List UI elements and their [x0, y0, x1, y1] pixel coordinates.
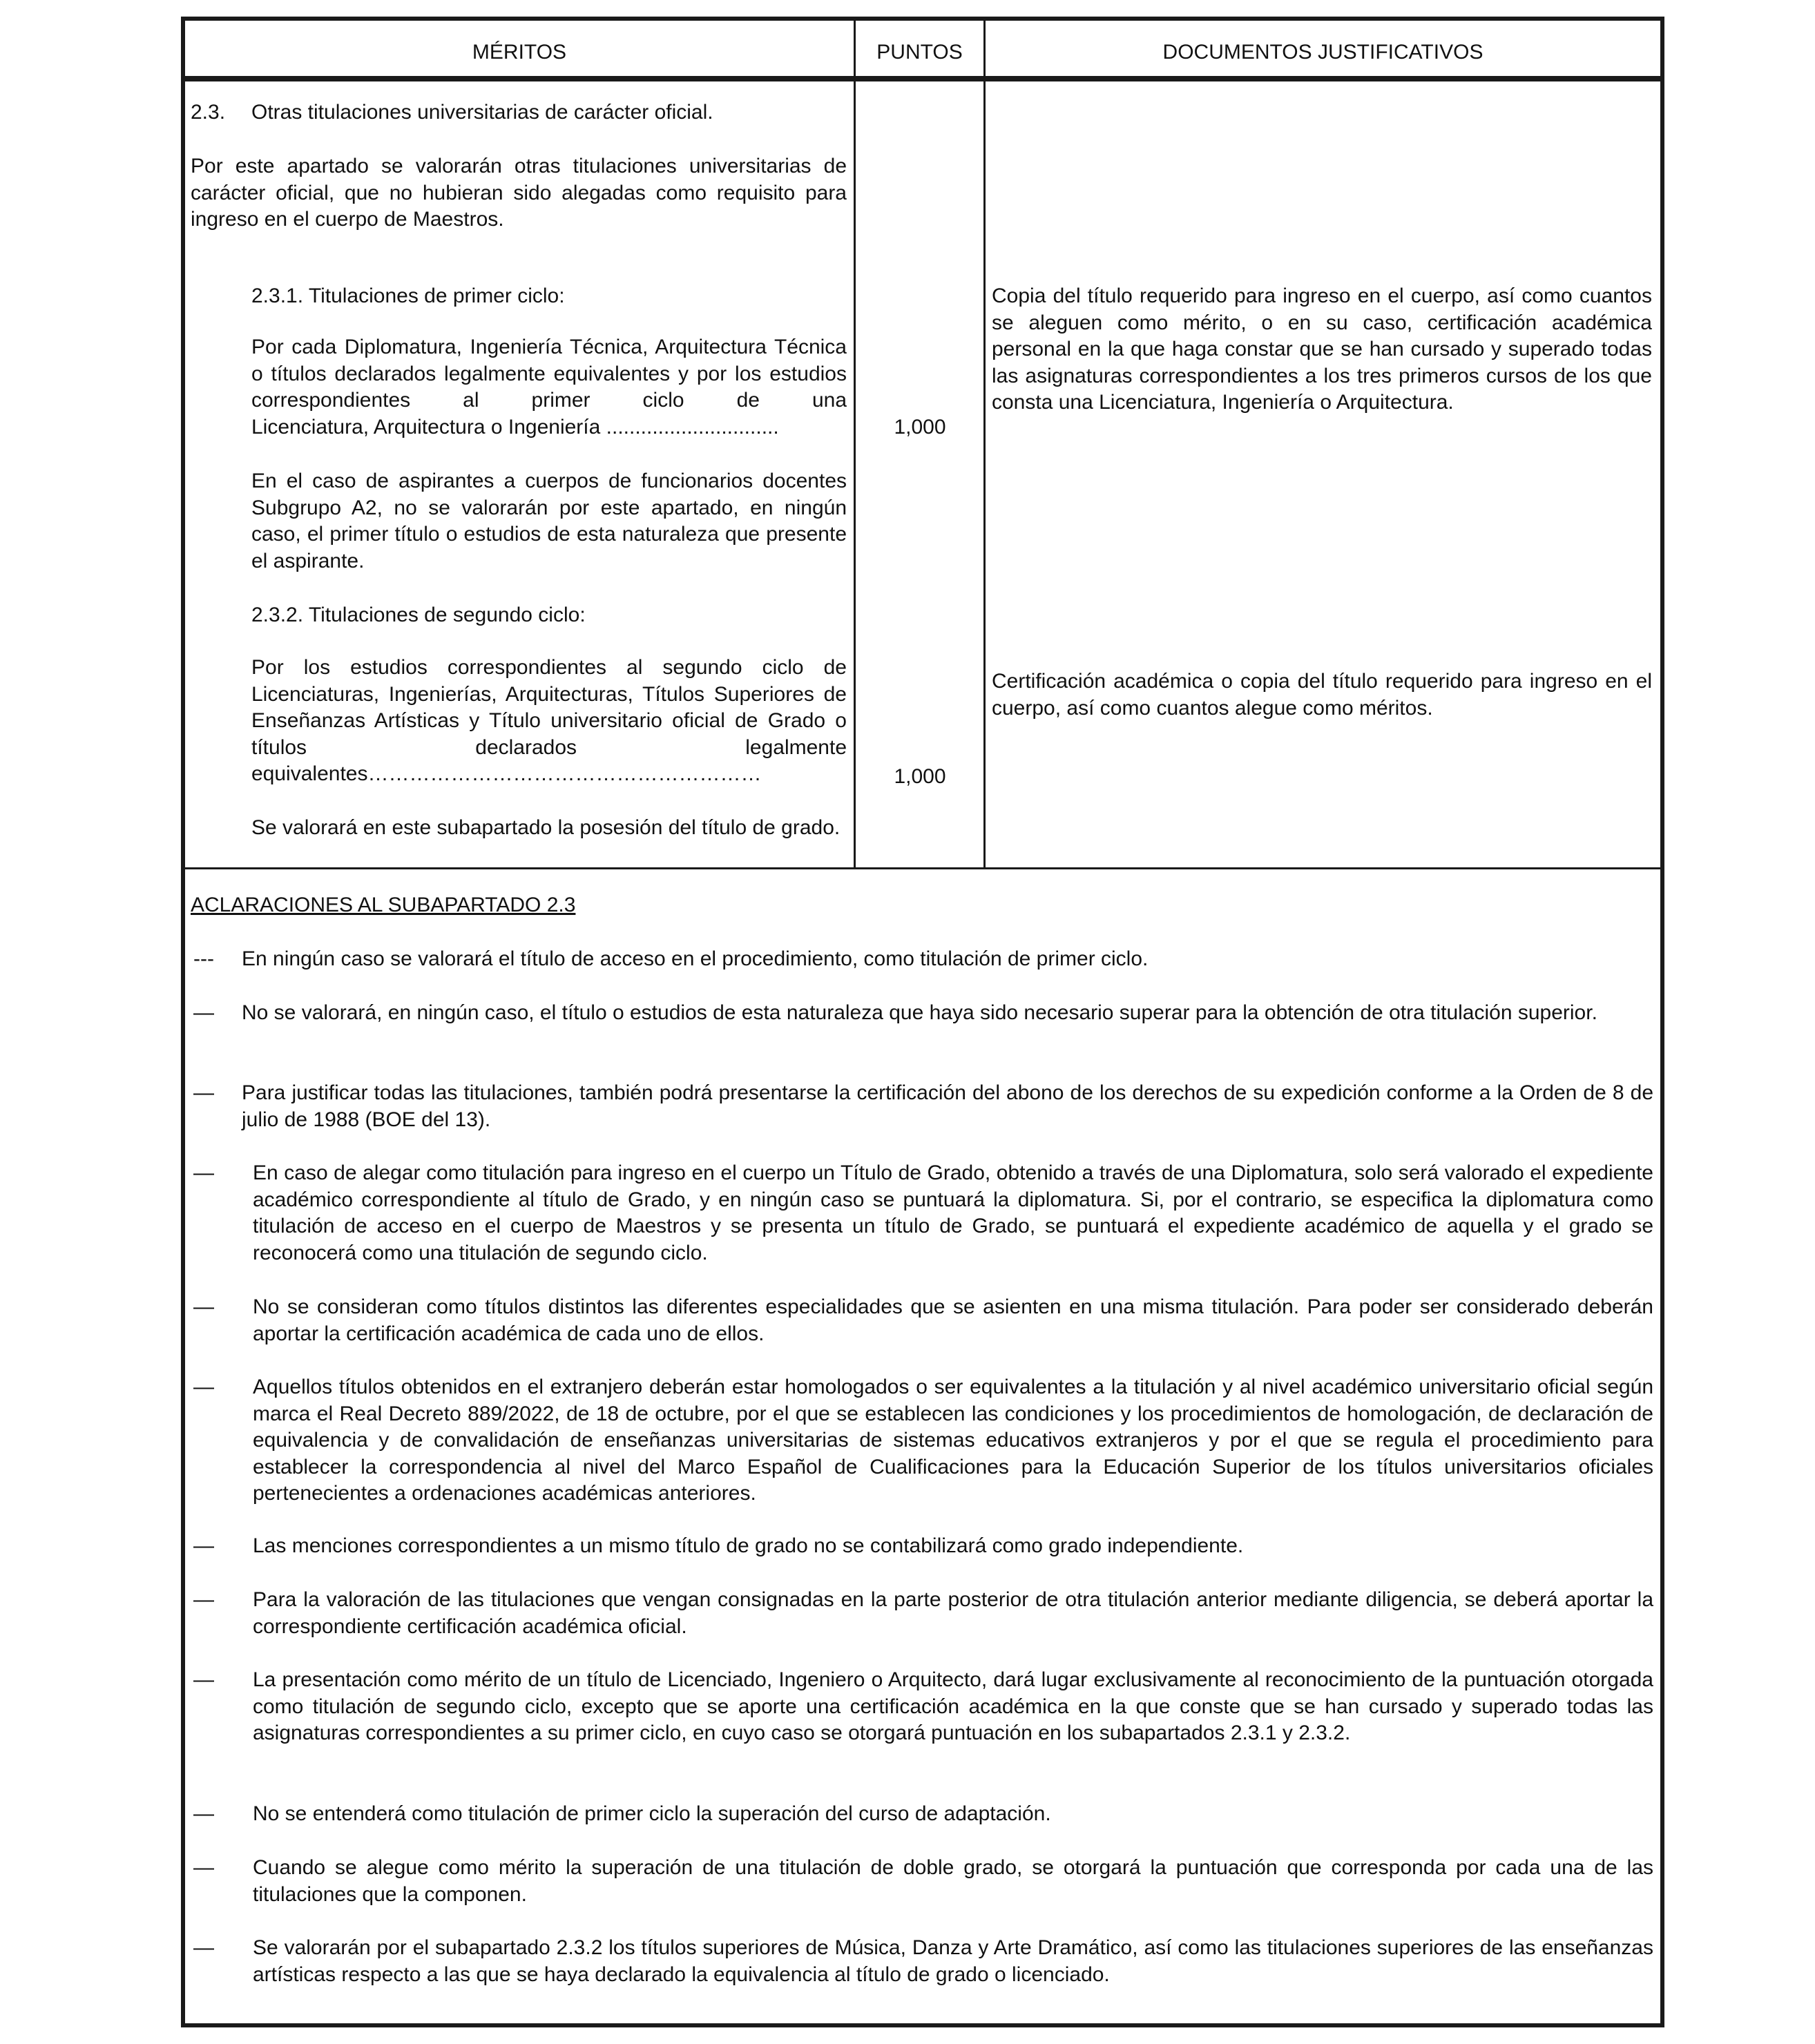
aclaracion-marker: —	[193, 1295, 214, 1318]
aclaracion-item: No se entenderá como titulación de primer ciclo la superación del curso de adaptación.	[253, 1802, 1051, 1825]
aclaracion-item: La presentación como mérito de un título de Licenciado, Ingeniero o Arquitecto, dará lugar exclusivamente al reconocimiento de la puntuación otorgada como titulación de segundo ciclo, excepto que se aporte una certificación académica en la que conste que se han cursado y superado todas las asignaturas correspondientes a su primer ciclo, en cuyo caso se otorgará puntuación en los subapartados 2.3.1 y 2.3.2.	[253, 1668, 1653, 1744]
sub2-heading: 2.3.2. Titulaciones de segundo ciclo:	[251, 604, 586, 626]
aclaracion-marker: —	[193, 1588, 214, 1611]
section-number: 2.3.	[191, 101, 226, 124]
sub1-note: En el caso de aspirantes a cuerpos de funcionarios docentes Subgrupo A2, no se valorarán por este apartado, en ningún caso, el primer título o estudios de esta naturaleza que presente el aspirante.	[251, 470, 847, 572]
col-divider-puntos-documentos	[983, 21, 986, 869]
aclaracion-item: No se consideran como títulos distintos las diferentes especialidades que se asienten en una misma titulación. Para poder ser considerado deberán aportar la certificación académica de cada uno de ellos.	[253, 1295, 1653, 1345]
document-table	[181, 17, 1664, 2027]
aclaracion-item: En caso de alegar como titulación para ingreso en el cuerpo un Título de Grado, obtenido a través de una Diplomatura, solo será valorado el expediente académico correspondiente al título de Grado, y en ningún caso se puntuará la diplomatura. Si, por el contrario, se especifica la diplomatura como titulación de acceso en el cuerpo de Maestros y se presenta un título de Grado, se puntuará el expediente académico de aquella y el grado se reconocerá como una titulación de segundo ciclo.	[253, 1161, 1653, 1264]
sub1-text-last: Licenciatura, Arquitectura o Ingeniería ..............................	[251, 416, 779, 438]
aclaracion-item: No se valorará, en ningún caso, el título o estudios de esta naturaleza que haya sido necesario superar para la obtención de otra titulación superior.	[242, 1001, 1597, 1024]
aclaracion-item: Cuando se alegue como mérito la superación de una titulación de doble grado, se otorgará la puntuación que corresponda por cada una de las titulaciones que la componen.	[253, 1856, 1653, 1906]
aclaracion-marker: ---	[193, 947, 214, 970]
aclaracion-item: Se valorarán por el subapartado 2.3.2 los títulos superiores de Música, Danza y Arte Dramático, así como las titulaciones superiores de las enseñanzas artísticas respecto a las que se haya declarado la equivalencia al título de grado o licenciado.	[253, 1936, 1653, 1986]
aclaracion-marker: —	[193, 1802, 214, 1825]
aclaracion-marker: —	[193, 1936, 214, 1959]
section-title: Otras titulaciones universitarias de carácter oficial.	[251, 101, 713, 124]
aclaracion-marker: —	[193, 1668, 214, 1691]
aclaracion-item: Las menciones correspondientes a un mismo título de grado no se contabilizará como grado independiente.	[253, 1534, 1244, 1557]
aclaracion-marker: —	[193, 1534, 214, 1557]
sub1-points: 1,000	[894, 416, 946, 438]
header-divider	[185, 76, 1660, 81]
header-puntos: PUNTOS	[876, 41, 963, 64]
aclaracion-marker: —	[193, 1376, 214, 1398]
aclaracion-item: Para la valoración de las titulaciones que vengan consignadas en la parte posterior de otra titulación anterior mediante diligencia, se deberá aportar la correspondiente certificación académica oficial.	[253, 1588, 1653, 1638]
aclaracion-item: En ningún caso se valorará el título de acceso en el procedimiento, como titulación de primer ciclo.	[242, 947, 1149, 970]
sub1-documents: Copia del título requerido para ingreso en el cuerpo, así como cuantos se aleguen como mérito, o en su caso, certificación académica personal en la que haga constar que se han cursado y superado todas las asignaturas correspondientes a los tres primeros cursos de los que consta una Licenciatura, Ingeniería o Arquitectura.	[992, 285, 1652, 414]
aclaracion-item: Para justificar todas las titulaciones, también podrá presentarse la certificación del abono de los derechos de su expedición conforme a la Orden de 8 de julio de 1988 (BOE del 13).	[242, 1081, 1653, 1131]
header-meritos: MÉRITOS	[472, 41, 567, 64]
sub2-text: Por los estudios correspondientes al segundo ciclo de Licenciaturas, Ingenierías, Arquitecturas, Títulos Superiores de Enseñanzas Artísticas y Título universitario oficial de Grado o títulos declarados legalmente	[251, 656, 847, 759]
header-documentos: DOCUMENTOS JUSTIFICATIVOS	[1162, 41, 1483, 64]
section-intro: Por este apartado se valorarán otras titulaciones universitarias de carácter oficial, que no hubieran sido alegadas como requisito para ingreso en el cuerpo de Maestros.	[191, 155, 847, 231]
sub1-heading: 2.3.1. Titulaciones de primer ciclo:	[251, 285, 565, 307]
aclaracion-marker: —	[193, 1001, 214, 1024]
col-divider-meritos-puntos	[854, 21, 856, 869]
sub1-text: Por cada Diplomatura, Ingeniería Técnica, Arquitectura Técnica o títulos declarados legalmente equivalentes y por los estudios correspondientes al primer ciclo de una	[251, 336, 847, 412]
sub2-text-last: equivalentes…………………………………………………	[251, 762, 762, 785]
aclaracion-marker: —	[193, 1856, 214, 1879]
sub2-points: 1,000	[894, 765, 946, 788]
table-bottom-divider	[185, 867, 1660, 869]
aclaraciones-title: ACLARACIONES AL SUBAPARTADO 2.3	[191, 894, 576, 916]
sub2-note: Se valorará en este subapartado la posesión del título de grado.	[251, 816, 841, 839]
aclaracion-item: Aquellos títulos obtenidos en el extranjero deberán estar homologados o ser equivalentes a la titulación y al nivel académico universitario oficial según marca el Real Decreto 889/2022, de 18 de octubre, por el que se establecen las condiciones y los procedimientos de homologación, de declaración de equivalencia y de convalidación de enseñanzas universitarias de sistemas educativos extranjeros y por el que se regula el procedimiento para establecer la correspondencia al nivel del Marco Español de Cualificaciones para la Educación Superior de los títulos universitarios oficiales pertenecientes a ordenaciones académicas anteriores.	[253, 1376, 1653, 1505]
sub2-documents: Certificación académica o copia del título requerido para ingreso en el cuerpo, así como cuantos alegue como méritos.	[992, 670, 1652, 720]
aclaracion-marker: —	[193, 1161, 214, 1184]
aclaracion-marker: —	[193, 1081, 214, 1104]
